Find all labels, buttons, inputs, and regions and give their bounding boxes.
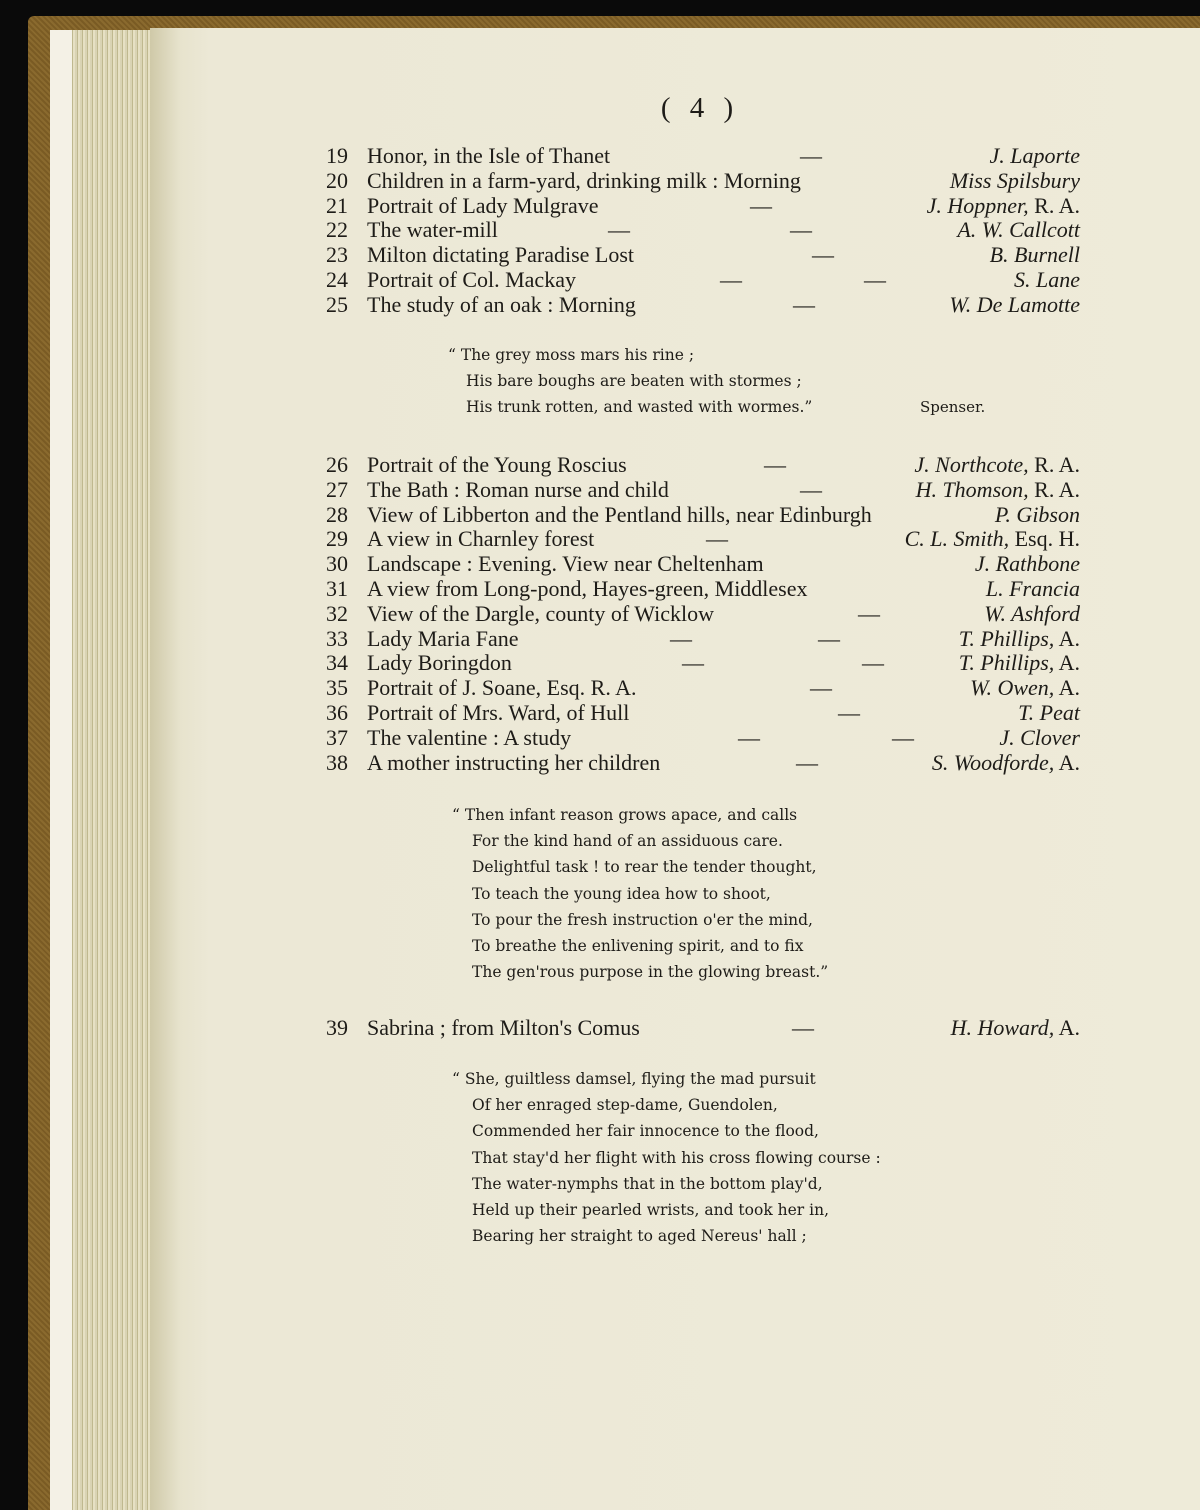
entry-dash: — xyxy=(858,600,880,626)
entry-number: 36 xyxy=(326,700,348,725)
entry-number: 29 xyxy=(326,526,348,552)
entry-dash: — xyxy=(812,242,834,268)
entry-artist xyxy=(975,551,1080,577)
entry-dash: — xyxy=(750,192,772,218)
quote-line: Held up their pearled wrists, and took her in, xyxy=(472,1201,829,1220)
quote-line: The gen'rous purpose in the glowing breast.” xyxy=(472,963,829,982)
quote-line: Of her enraged step-dame, Guendolen, xyxy=(472,1096,778,1115)
artist-name: W. Ashford xyxy=(984,600,1080,626)
entry-number: 35 xyxy=(326,675,348,701)
entry-title: Portrait of Mrs. Ward, of Hull xyxy=(367,700,630,725)
entry-number: 22 xyxy=(326,217,348,243)
artist-name: T. Phillips, xyxy=(958,650,1055,676)
artist-name: J. Clover xyxy=(999,724,1080,750)
entry-artist xyxy=(959,650,1080,676)
quote-line: For the kind hand of an assiduous care. xyxy=(472,832,783,851)
entry-number: 24 xyxy=(326,267,348,292)
entry-artist xyxy=(995,502,1080,528)
artist-name: A. W. Callcott xyxy=(957,217,1080,243)
artist-suffix: A. xyxy=(1054,625,1080,651)
catalogue-entry xyxy=(0,626,1200,652)
artist-suffix: R. A. xyxy=(1028,476,1080,502)
catalogue-entry xyxy=(0,242,1200,268)
entry-dash: — xyxy=(810,675,832,701)
catalogue-entry xyxy=(0,193,1200,219)
quote-line: Delightful task ! to rear the tender thought, xyxy=(472,858,817,877)
quote-thomson xyxy=(452,802,828,985)
entry-artist xyxy=(984,601,1080,627)
artist-name: T. Peat xyxy=(1018,700,1080,725)
entry-artist xyxy=(999,725,1080,751)
entry-artist xyxy=(914,452,1080,478)
artist-name: J. Hoppner, xyxy=(926,192,1029,218)
entry-dash: — xyxy=(792,1015,814,1040)
artist-suffix: R. A. xyxy=(1028,192,1080,218)
entry-dash: — xyxy=(862,650,884,676)
catalogue-entry xyxy=(0,1015,1200,1041)
entry-artist xyxy=(959,626,1080,652)
quote-spenser xyxy=(448,342,812,421)
quote-line: To breathe the enlivening spirit, and to fix xyxy=(472,937,804,956)
entry-dash: — xyxy=(793,291,815,317)
quote-line: To teach the young idea how to shoot, xyxy=(472,884,771,903)
catalogue-entry xyxy=(0,551,1200,577)
entry-dash: — xyxy=(892,724,914,750)
artist-name: W. De Lamotte xyxy=(949,291,1080,317)
entry-dash: — xyxy=(800,143,822,168)
entry-number: 31 xyxy=(326,576,348,601)
catalogue-entry xyxy=(0,725,1200,751)
quote-line: “ Then infant reason grows apace, and calls xyxy=(452,806,798,824)
entry-artist xyxy=(949,292,1080,318)
artist-name: S. Woodforde, xyxy=(931,749,1055,775)
artist-suffix: A. xyxy=(1054,675,1080,701)
artist-name: H. Howard, xyxy=(950,1015,1055,1040)
entry-title: Landscape : Evening. View near Cheltenham xyxy=(367,551,764,577)
artist-name: L. Francia xyxy=(985,576,1080,601)
catalogue-entry xyxy=(0,452,1200,478)
entry-number: 25 xyxy=(326,291,348,317)
entry-artist xyxy=(950,168,1080,194)
entry-artist xyxy=(970,675,1080,701)
entry-number: 39 xyxy=(326,1015,348,1040)
entry-dash: — xyxy=(864,267,886,292)
catalogue-entry xyxy=(0,267,1200,293)
entry-number: 23 xyxy=(326,242,348,268)
quote-attribution: Spenser. xyxy=(920,398,986,416)
entry-number: 34 xyxy=(326,650,348,676)
entry-title: Sabrina ; from Milton's Comus xyxy=(367,1015,640,1040)
entry-artist xyxy=(951,1015,1080,1041)
artist-name: C. L. Smith, xyxy=(904,526,1010,552)
entry-number: 30 xyxy=(326,551,348,577)
artist-name: W. Owen, xyxy=(970,675,1055,701)
artist-name: J. Laporte xyxy=(989,143,1080,168)
entry-artist xyxy=(916,477,1080,503)
quote-line: His trunk rotten, and wasted with wormes.” xyxy=(466,398,813,417)
entry-artist xyxy=(932,750,1080,776)
entry-title: A mother instructing her children xyxy=(367,749,661,775)
entry-number: 19 xyxy=(326,143,348,168)
entry-dash: — xyxy=(818,625,840,651)
quote-line: Commended her fair innocence to the flood, xyxy=(472,1122,819,1141)
quote-comus xyxy=(452,1066,881,1249)
artist-name: S. Lane xyxy=(1014,267,1080,292)
entry-title: Children in a farm-yard, drinking milk : Morning xyxy=(367,167,801,193)
quote-line: His bare boughs are beaten with stormes ; xyxy=(466,372,802,391)
artist-name: T. Phillips, xyxy=(958,625,1055,651)
artist-suffix: A. xyxy=(1054,650,1080,676)
entry-title: Honor, in the Isle of Thanet xyxy=(367,143,611,168)
catalogue-entry xyxy=(0,700,1200,726)
artist-name: B. Burnell xyxy=(989,242,1080,268)
entry-title: The valentine : A study xyxy=(367,724,572,750)
entry-title: Lady Maria Fane xyxy=(367,625,519,651)
entry-dash: — xyxy=(738,724,760,750)
entry-number: 27 xyxy=(326,476,348,502)
artist-suffix: A. xyxy=(1054,1015,1080,1040)
entry-artist xyxy=(990,242,1080,268)
entry-dash: — xyxy=(800,476,822,502)
catalogue-entry xyxy=(0,477,1200,503)
entry-title: Milton dictating Paradise Lost xyxy=(367,242,635,268)
entry-number: 37 xyxy=(326,724,348,750)
entry-number: 33 xyxy=(326,625,348,651)
entry-dash: — xyxy=(608,217,630,243)
entry-number: 28 xyxy=(326,501,348,527)
catalogue-entry xyxy=(0,750,1200,776)
catalogue-entry xyxy=(0,675,1200,701)
catalogue-entry xyxy=(0,601,1200,627)
entry-title: The water-mill xyxy=(367,217,498,243)
entry-dash: — xyxy=(764,452,786,477)
entry-dash: — xyxy=(682,650,704,676)
quote-line: “ She, guiltless damsel, flying the mad pursuit xyxy=(452,1070,816,1088)
entry-number: 26 xyxy=(326,452,348,477)
catalogue-entry xyxy=(0,576,1200,602)
entry-artist xyxy=(986,576,1080,602)
catalogue-entry xyxy=(0,143,1200,169)
entry-dash: — xyxy=(838,700,860,725)
entry-dash: — xyxy=(720,267,742,292)
artist-name: P. Gibson xyxy=(994,501,1080,527)
artist-name: H. Thomson, xyxy=(915,476,1029,502)
artist-suffix: R. A. xyxy=(1028,452,1080,477)
catalogue-entry xyxy=(0,168,1200,194)
quote-line: To pour the fresh instruction o'er the mind, xyxy=(472,910,813,929)
entry-dash: — xyxy=(670,625,692,651)
entry-artist xyxy=(990,143,1080,169)
entry-number: 21 xyxy=(326,192,348,218)
quote-line: Bearing her straight to aged Nereus' hall ; xyxy=(472,1227,807,1246)
artist-name: Miss Spilsbury xyxy=(949,167,1080,193)
artist-suffix: A. xyxy=(1054,749,1080,775)
entry-number: 32 xyxy=(326,600,348,626)
page-number: ( 4 ) xyxy=(660,92,740,124)
quote-line: The water-nymphs that in the bottom play'd, xyxy=(472,1174,823,1193)
entry-artist xyxy=(1018,700,1080,726)
entry-title: A view in Charnley forest xyxy=(367,526,595,552)
catalogue-entry xyxy=(0,502,1200,528)
entry-artist xyxy=(957,217,1080,243)
entry-title: Portrait of J. Soane, Esq. R. A. xyxy=(367,675,637,701)
entry-title: The Bath : Roman nurse and child xyxy=(367,476,669,502)
entry-number: 38 xyxy=(326,749,348,775)
artist-name: J. Rathbone xyxy=(974,551,1080,577)
catalogue-entry xyxy=(0,217,1200,243)
catalogue-entry xyxy=(0,650,1200,676)
entry-title: Portrait of the Young Roscius xyxy=(367,452,627,477)
catalogue-entry xyxy=(0,526,1200,552)
quote-line: “ The grey moss mars his rine ; xyxy=(448,346,695,364)
entry-dash: — xyxy=(790,217,812,243)
entry-title: Portrait of Lady Mulgrave xyxy=(367,192,599,218)
entry-title: Portrait of Col. Mackay xyxy=(367,267,576,292)
artist-name: J. Northcote, xyxy=(914,452,1029,477)
entry-title: Lady Boringdon xyxy=(367,650,512,676)
entry-artist xyxy=(1014,267,1080,293)
entry-title: A view from Long-pond, Hayes-green, Middlesex xyxy=(367,576,808,601)
entry-title: View of Libberton and the Pentland hills, near Edinburgh xyxy=(367,501,872,527)
entry-title: The study of an oak : Morning xyxy=(367,291,636,317)
catalogue-entry xyxy=(0,292,1200,318)
quote-line: That stay'd her flight with his cross flowing course : xyxy=(472,1148,881,1167)
entry-dash: — xyxy=(796,749,818,775)
entry-number: 20 xyxy=(326,167,348,193)
entry-dash: — xyxy=(706,526,728,552)
entry-artist xyxy=(905,526,1080,552)
artist-suffix: Esq. H. xyxy=(1009,526,1080,552)
entry-title: View of the Dargle, county of Wicklow xyxy=(367,600,715,626)
entry-artist xyxy=(927,193,1080,219)
